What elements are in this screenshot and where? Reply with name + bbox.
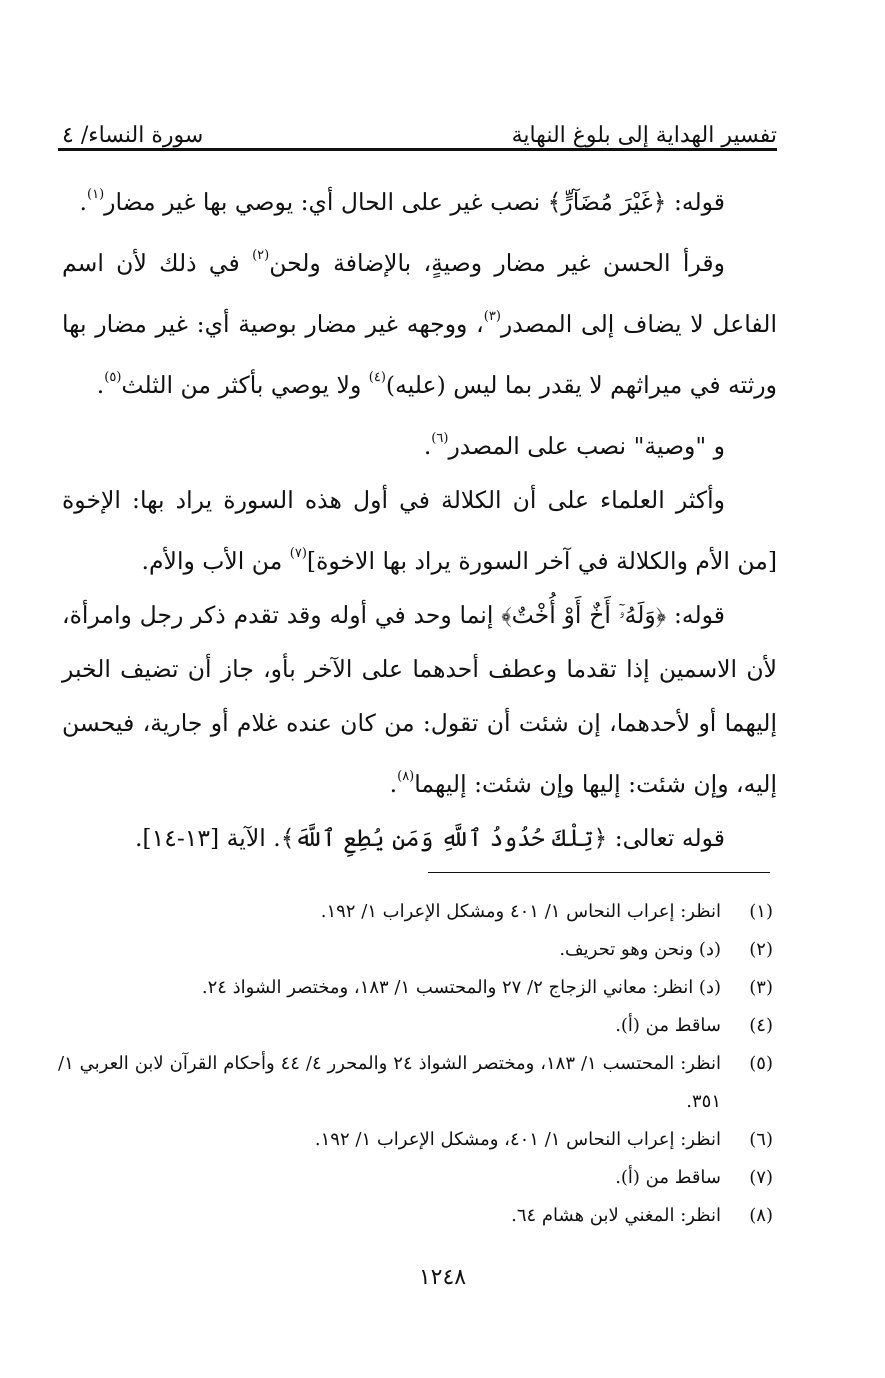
header-rule xyxy=(58,148,777,151)
quran-quote: ﴿تِلْكَ حُدُودُ ٱللَّهِ وَمَن يُطِعِ ٱللَّهَ﴾ xyxy=(280,824,608,852)
footnote-marker: (١) xyxy=(87,187,105,202)
footnote-text: انظر: إعراب النحاس ١/ ٤٠١ ومشكل الإعراب ١/ ١٩٢. xyxy=(320,901,721,922)
footnote-item xyxy=(58,1045,773,1121)
footnote-number: (٢) xyxy=(749,939,773,960)
paragraph-4: وأكثر العلماء على أن الكلالة في أول هذه السورة يراد بها: الإخوة [من الأم والكلالة في آخر السورة يراد بها الاخوة]$^{(٧)}$ من الأب والأم. xyxy=(62,486,777,575)
footnote-number: (٦) xyxy=(749,1129,773,1150)
footnote-text: انظر: المغني لابن هشام ٦٤. xyxy=(511,1205,721,1226)
footnote-marker: (٢) xyxy=(252,248,270,263)
footnote-number: (٣) xyxy=(749,977,773,998)
footnote-number: (١) xyxy=(749,901,773,922)
footnote-item xyxy=(58,1197,773,1235)
paragraph-6: قوله تعالى: ﴿تِلْكَ حُدُودُ ٱللَّهِ وَمَن يُطِعِ ٱللَّهَ﴾. الآية [١٣-١٤]. xyxy=(134,824,725,852)
footnote-marker: (٦) xyxy=(431,431,449,446)
footnote-number: (٧) xyxy=(749,1167,773,1188)
footnote-marker: (٣) xyxy=(483,309,501,324)
footnote-item xyxy=(58,931,773,969)
footnote-item xyxy=(58,893,773,931)
paragraph-3: و "وصية" نصب على المصدر$^{(٦)}$. xyxy=(423,431,725,460)
quran-quote: ﴿غَيْرَ مُضَآرٍّ﴾ xyxy=(547,188,667,216)
book-title: تفسير الهداية إلى بلوغ النهاية xyxy=(511,123,777,148)
surah-reference: سورة النساء/ ٤ xyxy=(62,123,204,148)
footnote-marker: (٥) xyxy=(104,370,122,385)
footnote-text: (د) انظر: معاني الزجاج ٢/ ٢٧ والمحتسب ١/ ١٨٣، ومختصر الشواذ ٢٤. xyxy=(201,977,721,998)
footnote-marker: (٧) xyxy=(289,546,307,561)
footnote-text: (د) ونحن وهو تحريف. xyxy=(559,939,721,960)
footnote-number: (٨) xyxy=(749,1205,773,1226)
footnote-text: ساقط من (أ). xyxy=(615,1015,721,1036)
footnote-number: (٥) xyxy=(749,1053,773,1074)
footnote-text: انظر: المحتسب ١/ ١٨٣، ومختصر الشواذ ٢٤ والمحرر ٤/ ٤٤ وأحكام القرآن لابن العربي ١/ ٣٥١. xyxy=(58,1053,721,1112)
footnote-item xyxy=(58,1007,773,1045)
footnote-marker: (٤) xyxy=(368,370,386,385)
running-header xyxy=(62,108,777,148)
quran-quote: ﴿وَلَهُۥٓ أَخٌ أَوْ أُخْتٌ﴾ xyxy=(501,601,667,629)
paragraph-5: قوله: ﴿وَلَهُۥٓ أَخٌ أَوْ أُخْتٌ﴾ إنما وحد في أوله وقد تقدم ذكر رجل وامرأة، لأن الاسمين إذا تقدما وعطف أحدهما على الآخر بأو، جاز أن تضيف الخبر إليهما أو لأحدهما، إن شئت أن تقول: من كان عنده غلام أو جارية، فيحسن إليه، وإن شئت: إليها وإن شئت: إليهما$^{(٨)}$. xyxy=(62,601,777,798)
footnote-item xyxy=(58,969,773,1007)
footnote-text: انظر: إعراب النحاس ١/ ٤٠١، ومشكل الإعراب ١/ ١٩٢. xyxy=(314,1129,721,1150)
footnote-number: (٤) xyxy=(749,1015,773,1036)
footnote-item xyxy=(58,1121,773,1159)
paragraph-2: وقرأ الحسن غير مضار وصيةٍ، بالإضافة ولحن$^{(٢)}$ في ذلك لأن اسم الفاعل لا يضاف إلى المصدر$^{(٣)}$، ووجهه غير مضار بوصية أي: غير مضار بها ورثته في ميراثهم لا يقدر بما ليس (عليه)$^{(٤)}$ ولا يوصي بأكثر من الثلث$^{(٥)}$. xyxy=(62,248,777,399)
paragraph-1: قوله: ﴿غَيْرَ مُضَآرٍّ﴾ نصب غير على الحال أي: يوصي بها غير مضار$^{(١)}$. xyxy=(79,187,725,216)
page-number: ١٢٤٨ xyxy=(418,1265,467,1290)
footnote-separator xyxy=(428,872,770,873)
footnote-text: ساقط من (أ). xyxy=(615,1167,721,1188)
main-text xyxy=(62,168,777,865)
footnote-marker: (٨) xyxy=(397,769,415,784)
footnote-item xyxy=(58,1159,773,1197)
footnotes xyxy=(58,893,773,1235)
